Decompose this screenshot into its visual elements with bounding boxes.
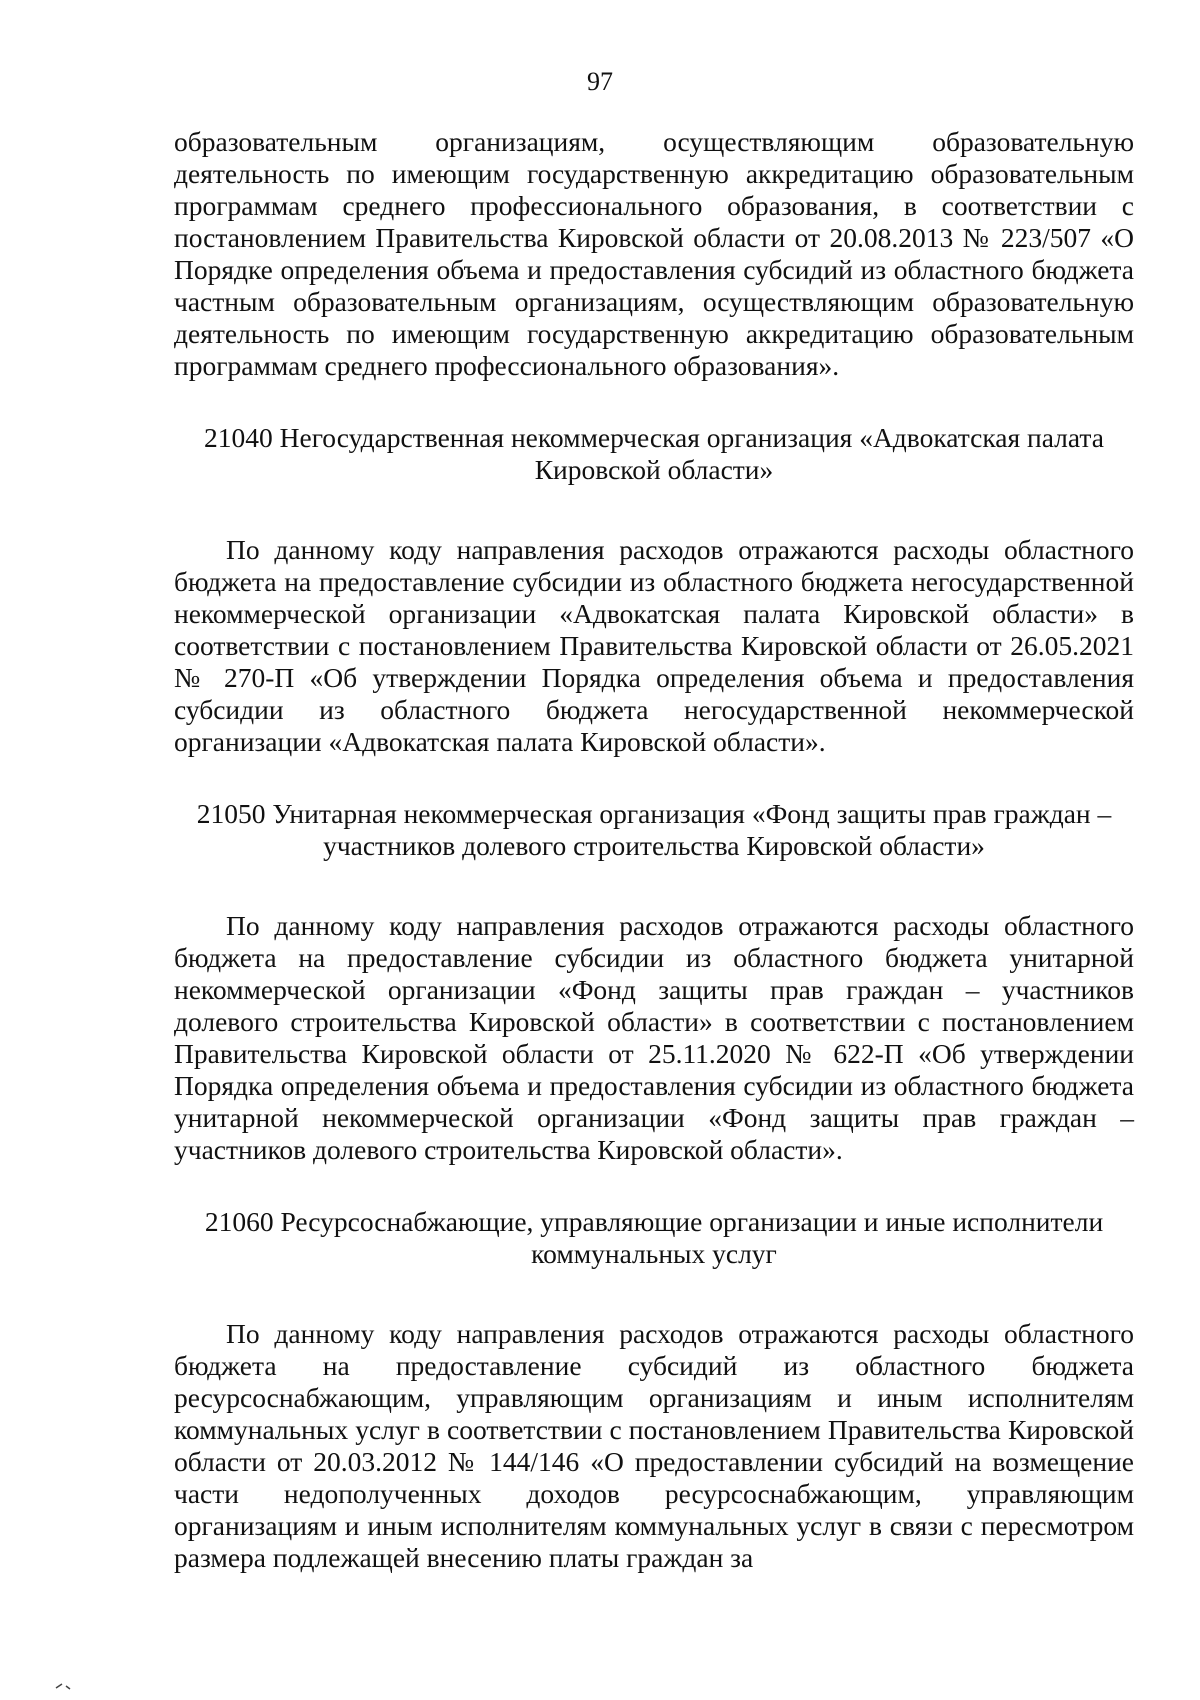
paragraph-continuation: образовательным организациям, осуществляющим образовательную деятельность по имеющим государственную аккредитацию образовательным программам среднего профессионального образования, в соответствии с постановлением Правительства Кировской области от 20.08.2013 № 223/507 «О Порядке определения объема и предоставления субсидий из областного бюджета частным образовательным организациям, осуществляющим образовательную деятельность по имеющим государственную аккредитацию образовательным программам среднего профессионального образования».	[174, 126, 1134, 381]
paragraph-21060: По данному коду направления расходов отражаются расходы областного бюджета на предоставление субсидий из областного бюджета ресурсоснабжающим, управляющим организациям и иным исполнителям коммунальных услуг в соответствии с постановлением Правительства Кировской области от 20.03.2012 № 144/146 «О предоставлении субсидий на возмещение части недополученных доходов ресурсоснабжающим, управляющим организациям и иным исполнителям коммунальных услуг в связи с пересмотром размера подлежащей внесению платы граждан за	[174, 1318, 1134, 1573]
paragraph-21040: По данному коду направления расходов отражаются расходы областного бюджета на предоставление субсидии из областного бюджета негосударственной некоммерческой организации «Адвокатская палата Кировской области» в соответствии с постановлением Правительства Кировской области от 26.05.2021 № 270-П «Об утверждении Порядка определения объема и предоставления субсидии из областного бюджета негосударственной некоммерческой организации «Адвокатская палата Кировской области».	[174, 534, 1134, 757]
paragraph-21050: По данному коду направления расходов отражаются расходы областного бюджета на предоставление субсидии из областного бюджета унитарной некоммерческой организации «Фонд защиты прав граждан – участников долевого строительства Кировской области» в соответствии с постановлением Правительства Кировской области от 25.11.2020 № 622-П «Об утверждении Порядка определения объема и предоставления субсидии из областного бюджета унитарной некоммерческой организации «Фонд защиты прав граждан – участников долевого строительства Кировской области».	[174, 910, 1134, 1165]
document-body	[174, 126, 1134, 1574]
section-heading-21060: 21060 Ресурсоснабжающие, управляющие организации и иные исполнители коммунальных услуг	[204, 1206, 1104, 1269]
scan-mark	[54, 1678, 94, 1697]
page-number: 97	[587, 67, 613, 96]
section-heading-21050: 21050 Унитарная некоммерческая организация «Фонд защиты прав граждан – участников долевого строительства Кировской области»	[196, 798, 1112, 861]
section-heading-21040: 21040 Негосударственная некоммерческая организация «Адвокатская палата Кировской области»	[204, 422, 1104, 485]
